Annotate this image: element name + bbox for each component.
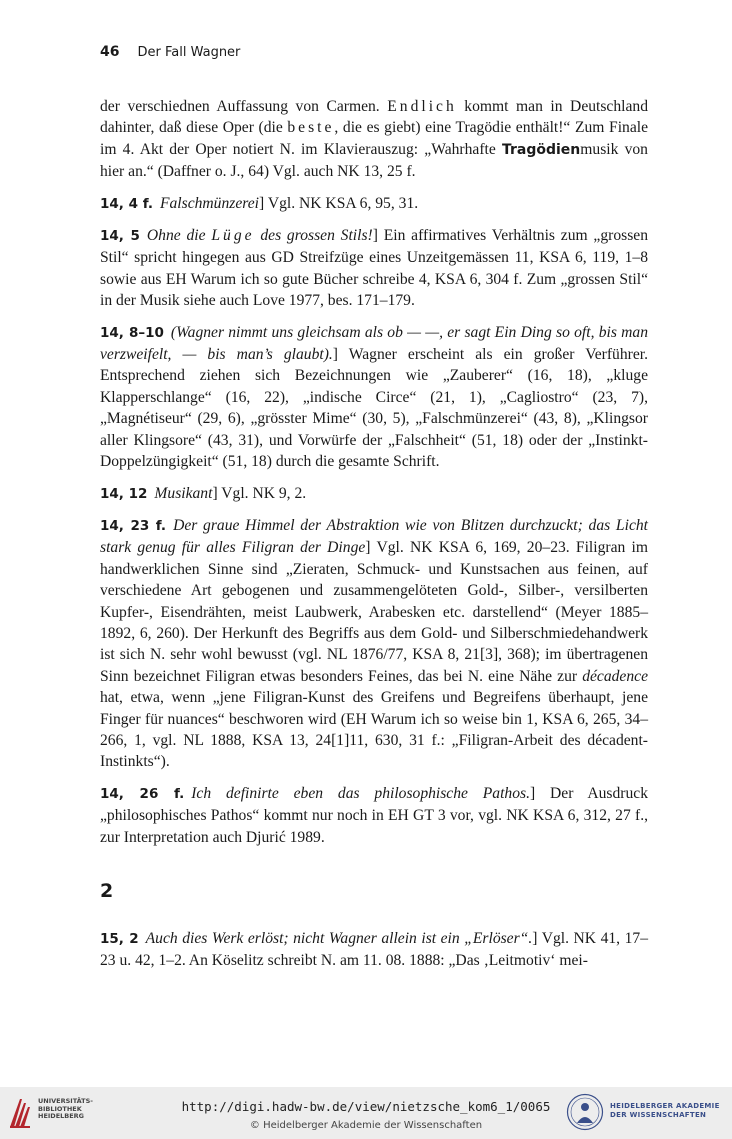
text: , die es giebt) eine Tragödie enthält!“ Zum Finale im 4. Akt der Oper notiert N. im Klavierauszug: „Wahrhafte (100, 119, 648, 158)
bold-text: Tragödien (501, 141, 581, 158)
lemma-quote: Falschmünzerei (159, 194, 260, 212)
lemma-quote: Ich definirte eben das philosophische Pathos. (191, 784, 530, 802)
academy-name-line: DER WISSENSCHAFTEN (610, 1111, 707, 1119)
running-title: Der Fall Wagner (137, 45, 241, 60)
italic-term: décadence (582, 667, 648, 685)
line-reference: 15, 2 (100, 931, 139, 947)
academy-name-line: HEIDELBERGER AKADEMIE (610, 1102, 720, 1110)
academy-name (610, 1102, 720, 1120)
lemma-quote: Der graue Himmel der Abstraktion wie von Blitzen durchzuckt; das Licht stark genug für alles Filigran der Dinge (100, 516, 648, 557)
commentary-text: hat, etwa, wenn „jene Filigran-Kunst des Greifens und Begreifens überhaupt, jene Finger für nuances“ beschworen wird (EH Warum ich so weise bin 1, KSA 6, 265, 34–266, 1, vgl. NL 1888, KSA 13, 24[1]11, 630, 31 f.: „Filigran-Arbeit des décadent-Instinkts“). (100, 689, 648, 771)
commentary-text: ] Vgl. NK 41, 17–23 u. 42, 1–2. An Köselitz schreibt N. am 11. 08. 1888: „Das ‚Leitmotiv‘ mei- (100, 930, 648, 970)
lemma-quote: Ohne die (146, 227, 212, 245)
ub-name-line: UNIVERSITÄTS- (38, 1097, 93, 1105)
line-reference: 14, 12 (100, 485, 148, 502)
commentary-entry (100, 928, 648, 972)
text: der verschiednen Auffassung von Carmen. (100, 98, 388, 115)
line-reference: 14, 5 (100, 228, 140, 245)
spaced-text: beste (287, 119, 335, 137)
commentary-text: ] Wagner erscheint als ein großer Verführer. Entsprechend ziehen sich Bezeichnungen wie „Zauberer“ (16, 18), „kluge Klapperschlange“ (16, 22), „indische Circe“ (21, 1), „Cagliostro“ (23, 7), „Magnétiseur“ (29, 6), „grösster Mime“ (30, 5), „Falschmünzerei“ (43, 8), „Klingsor aller Klingsore“ (43, 31), und Vorwürfe der „Falschheit“ (51, 18) oder der „Instinkt-Doppelzüngigkeit“ (51, 18) durch die gesamte Schrift. (100, 346, 648, 471)
commentary-text: ] Vgl. NK KSA 6, 95, 31. (259, 194, 419, 212)
commentary-entry (100, 515, 648, 773)
lemma-quote: (Wagner nimmt uns gleichsam als ob — —, er sagt Ein Ding so oft, bis man verzweifelt, — bis man’s glaubt). (100, 323, 648, 364)
ub-name-line: HEIDELBERG (38, 1112, 85, 1120)
lemma-quote: Musikant (154, 484, 213, 502)
commentary-entry (100, 483, 648, 505)
lemma-quote: des grossen Stils! (254, 227, 373, 245)
section-number: 2 (100, 880, 114, 902)
commentary-entry (100, 193, 648, 215)
commentary-text: ] Vgl. NK 9, 2. (212, 484, 307, 502)
paragraph (100, 96, 648, 183)
lemma-quote-spaced: Lüge (211, 227, 255, 245)
commentary-body (100, 96, 648, 858)
source-url-link[interactable]: http://digi.hadw-bw.de/view/nietzsche_kom6_1/0065 (181, 1099, 551, 1114)
ub-name-line: BIBLIOTHEK (38, 1104, 82, 1113)
commentary-entry (100, 225, 648, 312)
copyright-notice: © Heidelberger Akademie der Wissenschaften (249, 1120, 483, 1131)
page-number: 46 (100, 44, 120, 60)
running-header (100, 44, 240, 60)
spaced-text: Endlich (387, 98, 457, 115)
line-reference: 14, 8–10 (100, 324, 164, 341)
text: musik von hier an.“ (Daffner o. J., 64) Vgl. auch NK 13, 25 f. (100, 140, 648, 181)
commentary-entry (100, 783, 648, 848)
text: kommt man in Deutschland dahinter, daß diese Oper (die (100, 98, 649, 137)
line-reference: 14, 4 f. (100, 195, 153, 212)
line-reference: 14, 26 f. (100, 785, 185, 802)
line-reference: 14, 23 f. (100, 517, 167, 534)
commentary-text: ] Vgl. NK KSA 6, 169, 20–23. Filigran im handwerklichen Sinne sind „Zieraten, Schmuck- und Kunstsachen aus feinen, auf verschiedene Art gebogenen und zusammengelöteten Gold-, Silber-, versilberten Kupfer-, Eisendrähten, meist Laubwerk, Arabesken etc. darstellend“ (Meyer 1885–1892, 6, 260). Der Herkunft des Begriffs aus dem Gold- und Silberschmiedehandwerk ist sich N. sehr wohl bewusst (vgl. NL 1876/77, KSA 8, 21[3], 368); im übertragenen Sinn bezeichnet Filigran etwas besonders Feines, das bei N. eine Nähe zur (100, 539, 649, 685)
academy-seal-icon (566, 1093, 604, 1131)
commentary-text: ] Der Ausdruck „philosophisches Pathos“ kommt nur noch in EH GT 3 vor, vgl. NK KSA 6, 312, 27 f., zur Interpretation auch Djurić 1989. (100, 784, 648, 846)
commentary-entry (100, 322, 648, 473)
commentary-text: ] Ein affirmatives Verhältnis zum „grossen Stil“ spricht hingegen aus GD Streifzüge eines Unzeitgemässen 11, KSA 6, 119, 1–8 sowie aus EH Warum ich so gute Bücher schreibe 4, KSA 6, 304 f. Zum „grossen Stil“ in der Musik siehe auch Love 1977, bes. 171–179. (100, 227, 648, 310)
lemma-quote: Auch dies Werk erlöst; nicht Wagner allein ist ein „Erlöser“. (145, 930, 533, 947)
digital-library-footer (0, 1087, 732, 1139)
